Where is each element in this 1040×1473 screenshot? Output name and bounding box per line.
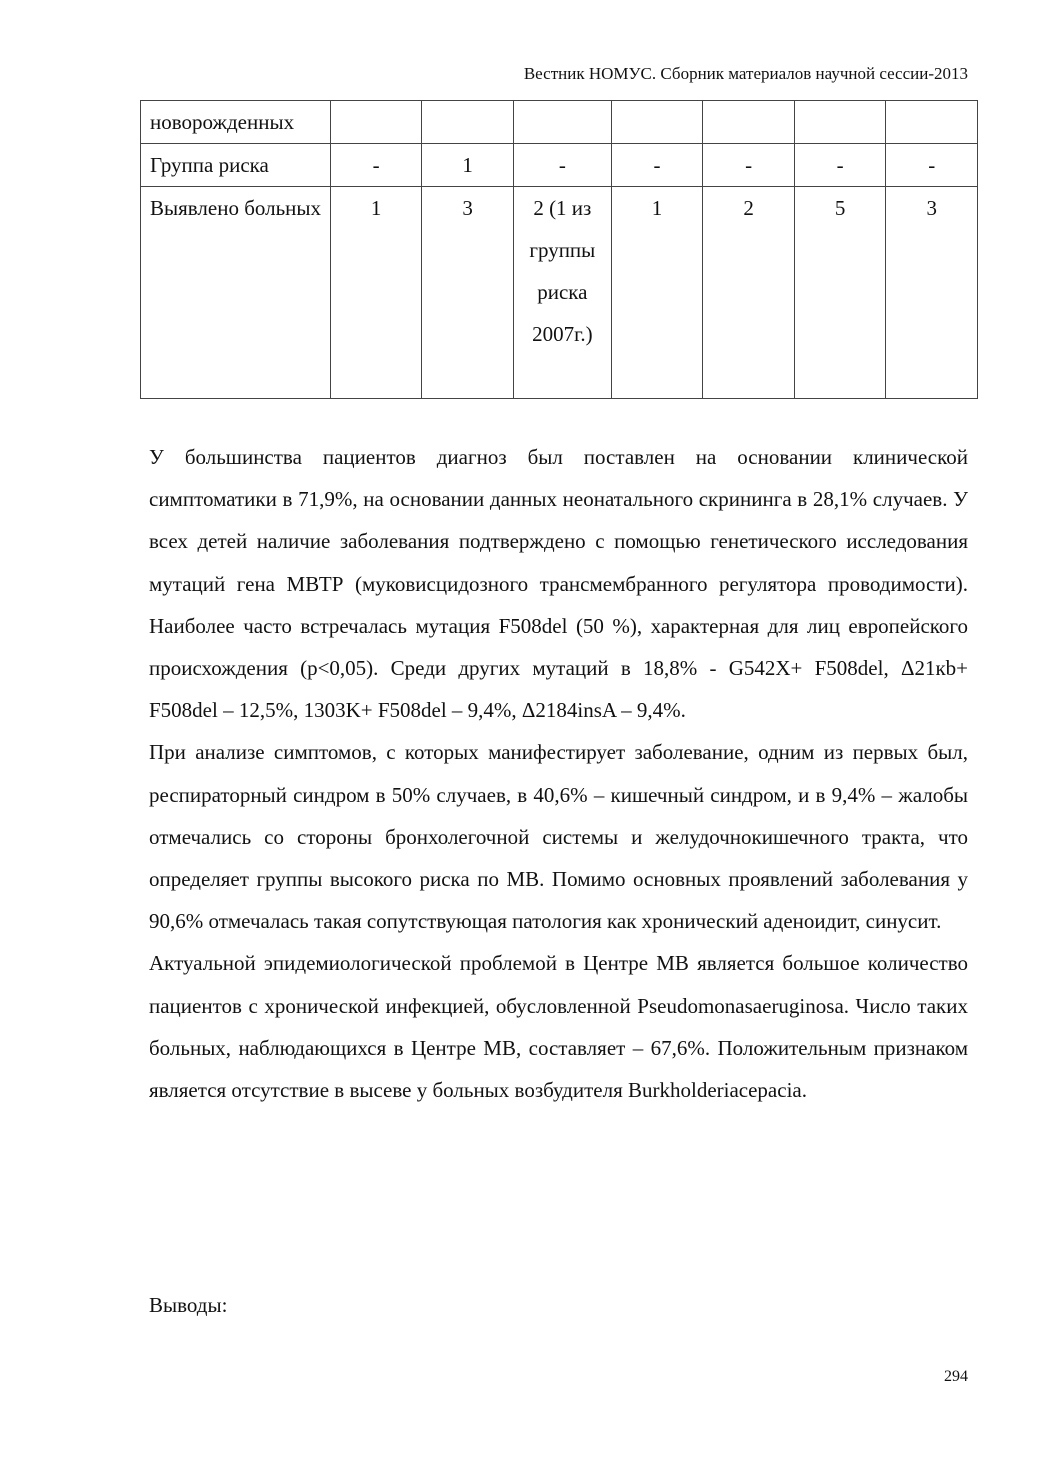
table-cell — [611, 101, 703, 144]
row-label: Выявлено больных — [141, 187, 331, 399]
table-row — [141, 144, 978, 187]
table-cell: - — [886, 144, 978, 187]
table-cell: 3 — [422, 187, 514, 399]
table-cell — [886, 101, 978, 144]
table-cell — [703, 101, 795, 144]
table-cell: 1 — [611, 187, 703, 399]
table-cell: 1 — [330, 187, 422, 399]
table-row — [141, 101, 978, 144]
table-cell — [513, 101, 611, 144]
table-cell — [422, 101, 514, 144]
table-cell: 3 — [886, 187, 978, 399]
results-table — [140, 100, 978, 399]
running-header: Вестник НОМУС. Сборник материалов научной сессии-2013 — [523, 64, 968, 83]
table-row — [141, 187, 978, 399]
page-number: 294 — [944, 1368, 968, 1385]
table-cell: 2 — [703, 187, 795, 399]
table-cell: - — [794, 144, 886, 187]
body-text — [149, 436, 968, 1111]
row-label: новорожденных — [141, 101, 331, 144]
paragraph-infection: Актуальной эпидемиологической проблемой в Центре МВ является большое количество пациентов с хронической инфекцией, обусловленной Pseudomonasaeruginosa. Число таких больных, наблюдающихся в Центре МВ, составляет – 67,6%. Положительным признаком является отсутствие в высеве у больных возбудителя Burkholderiacepacia. — [149, 951, 968, 1103]
paragraph-symptoms: При анализе симптомов, с которых манифестирует заболевание, одним из первых был, респираторный синдром в 50% случаев, в 40,6% – кишечный синдром, и в 9,4% – жалобы отмечались со стороны бронхолегочной системы и желудочнокишечного тракта, что определяет группы высокого риска по МВ. Помимо основных проявлений заболевания у 90,6% отмечалась такая сопутствующая патология как хронический аденоидит, синусит. — [149, 740, 968, 934]
table-cell: - — [330, 144, 422, 187]
table-cell: - — [703, 144, 795, 187]
table-cell: 5 — [794, 187, 886, 399]
paragraph-diagnosis: У большинства пациентов диагноз был поставлен на основании клинической симптоматики в 71,9%, на основании данных неонатального скрининга в 28,1% случаев. У всех детей наличие заболевания подтверждено с помощью генетического исследования мутаций гена МВТР (муковисцидозного трансмембранного регулятора проводимости). Наиболее часто встречалась мутация F508del (50 %), характерная для лиц европейского происхождения (р<0,05). Среди других мутаций в 18,8% - G542X+ F508del, Δ21кb+ F508del – 12,5%, 1303K+ F508del – 9,4%, Δ2184insA – 9,4%. — [149, 445, 968, 723]
table-cell: 2 (1 из группы риска 2007г.) — [513, 187, 611, 399]
table-cell — [794, 101, 886, 144]
table-cell — [330, 101, 422, 144]
table-cell: 1 — [422, 144, 514, 187]
conclusions-heading: Выводы: — [149, 1293, 228, 1317]
table-cell: - — [611, 144, 703, 187]
table-cell: - — [513, 144, 611, 187]
row-label: Группа риска — [141, 144, 331, 187]
